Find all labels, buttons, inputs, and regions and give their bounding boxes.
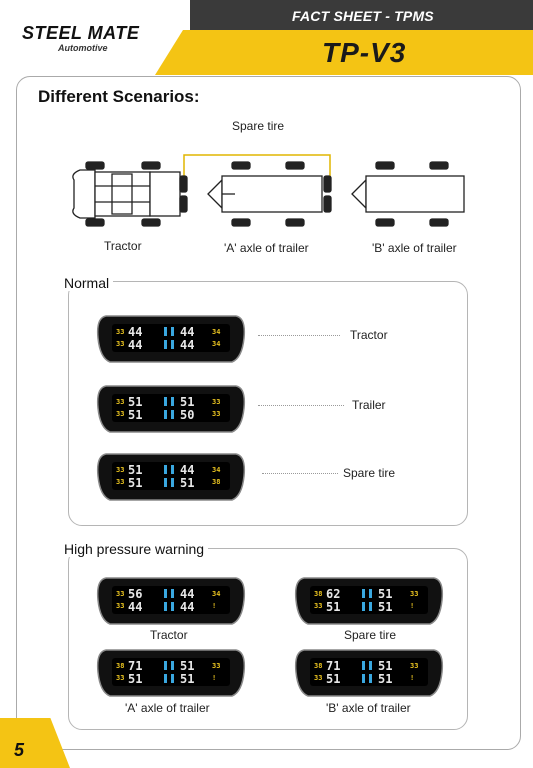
screen-indicator (362, 661, 365, 670)
screen-indicator (171, 602, 174, 611)
screen-indicator (164, 674, 167, 683)
screen-value: 71 (326, 659, 341, 673)
normal-label-tractor: Tractor (350, 328, 388, 342)
screen-indicator (164, 410, 167, 419)
normal-label-trailer: Trailer (352, 398, 386, 412)
brand-logo: STEEL MATE (22, 23, 140, 43)
screen-value: 51 (180, 672, 195, 686)
screen-side-value: 33 (116, 466, 125, 474)
screen-side-value: 33 (116, 590, 125, 598)
screen-indicator (171, 465, 174, 474)
screen-indicator (171, 478, 174, 487)
spare-tire-label: Spare tire (232, 119, 285, 133)
screen-value: 71 (128, 659, 143, 673)
screen-indicator (362, 602, 365, 611)
tpms-monitor-graphic (292, 572, 446, 628)
screen-indicator (164, 589, 167, 598)
screen-value: 51 (378, 672, 393, 686)
screen-side-value: 33 (314, 674, 323, 682)
screen-side-value: 38 (314, 662, 323, 670)
vehicle-label-trailer-a: 'A' axle of trailer (224, 241, 309, 255)
high-label-tractor: Tractor (150, 628, 188, 642)
leader-line (258, 405, 344, 406)
brand-sub: Automotive (58, 43, 108, 53)
fact-sheet-title: FACT SHEET - TPMS (292, 8, 434, 24)
screen-side-value: 33 (314, 602, 323, 610)
tractor-diagram (73, 162, 187, 226)
screen-value: 51 (180, 395, 195, 409)
screen-indicator (164, 340, 167, 349)
screen-side-value: 33 (116, 478, 125, 486)
monitor-normal-tractor (94, 310, 248, 366)
screen-value: 51 (128, 395, 143, 409)
screen-side-value: 33 (116, 340, 125, 348)
screen-indicator (164, 397, 167, 406)
tpms-monitor-graphic (94, 310, 248, 366)
monitor-high-spare (292, 572, 446, 628)
trailer-b-diagram (352, 162, 464, 226)
screen-indicator (171, 410, 174, 419)
screen-value: 51 (128, 463, 143, 477)
monitor-normal-spare (94, 448, 248, 504)
high-label-spare: Spare tire (344, 628, 397, 642)
screen-indicator (369, 589, 372, 598)
leader-line (258, 335, 340, 336)
screen-side-value: 33 (116, 398, 125, 406)
screen-side-value: 33 (212, 410, 221, 418)
screen-side-value: 33 (212, 662, 221, 670)
page-number: 5 (14, 740, 25, 760)
screen-side-value: 34 (212, 466, 221, 474)
screen-value: 62 (326, 587, 341, 601)
screen-side-value: ! (212, 602, 217, 610)
screen-value: 56 (128, 587, 143, 601)
screen-value: 44 (180, 338, 195, 352)
screen-side-value: 33 (410, 590, 419, 598)
screen-side-value: 33 (116, 410, 125, 418)
vehicle-label-tractor: Tractor (104, 239, 142, 253)
screen-value: 51 (378, 587, 393, 601)
screen-indicator (164, 465, 167, 474)
screen-side-value: 33 (116, 328, 125, 336)
screen-side-value: 34 (212, 328, 221, 336)
trailer-a-diagram (208, 162, 331, 226)
screen-indicator (171, 674, 174, 683)
screen-value: 44 (180, 463, 195, 477)
tpms-monitor-graphic (94, 644, 248, 700)
monitor-high-trailer-b (292, 644, 446, 700)
vehicle-label-trailer-b: 'B' axle of trailer (372, 241, 457, 255)
normal-group-title: Normal (60, 275, 113, 291)
section-title: Different Scenarios: (38, 87, 200, 106)
high-pressure-title: High pressure warning (60, 541, 208, 557)
screen-indicator (164, 327, 167, 336)
screen-value: 44 (128, 325, 143, 339)
screen-value: 51 (180, 659, 195, 673)
screen-indicator (164, 478, 167, 487)
screen-value: 51 (128, 476, 143, 490)
tpms-monitor-graphic (94, 380, 248, 436)
screen-value: 51 (180, 476, 195, 490)
screen-indicator (171, 340, 174, 349)
model-name: TP-V3 (322, 37, 407, 68)
screen-side-value: 33 (212, 398, 221, 406)
screen-side-value: 33 (410, 662, 419, 670)
screen-value: 51 (128, 672, 143, 686)
tpms-monitor-graphic (94, 448, 248, 504)
screen-indicator (164, 602, 167, 611)
screen-value: 44 (180, 600, 195, 614)
screen-value: 44 (128, 600, 143, 614)
screen-value: 51 (378, 659, 393, 673)
screen-indicator (171, 327, 174, 336)
screen-side-value: 38 (116, 662, 125, 670)
tpms-monitor-graphic (292, 644, 446, 700)
monitor-high-tractor (94, 572, 248, 628)
screen-side-value: 33 (116, 674, 125, 682)
screen-side-value: 33 (116, 602, 125, 610)
screen-indicator (369, 661, 372, 670)
screen-indicator (171, 397, 174, 406)
monitor-high-trailer-a (94, 644, 248, 700)
screen-indicator (171, 661, 174, 670)
screen-value: 51 (128, 408, 143, 422)
screen-side-value: 38 (314, 590, 323, 598)
screen-indicator (369, 602, 372, 611)
screen-indicator (362, 674, 365, 683)
screen-value: 51 (378, 600, 393, 614)
spare-tire-bracket (184, 155, 330, 177)
high-label-trailer-a: 'A' axle of trailer (125, 701, 210, 715)
leader-line (262, 473, 338, 474)
screen-value: 51 (326, 600, 341, 614)
screen-side-value: 38 (212, 478, 221, 486)
screen-value: 44 (180, 325, 195, 339)
tpms-monitor-graphic (94, 572, 248, 628)
screen-indicator (171, 589, 174, 598)
screen-indicator (369, 674, 372, 683)
screen-value: 44 (180, 587, 195, 601)
screen-indicator (164, 661, 167, 670)
screen-side-value: ! (410, 674, 415, 682)
screen-side-value: 34 (212, 590, 221, 598)
high-label-trailer-b: 'B' axle of trailer (326, 701, 411, 715)
screen-value: 50 (180, 408, 195, 422)
screen-value: 51 (326, 672, 341, 686)
screen-side-value: ! (212, 674, 217, 682)
screen-side-value: ! (410, 602, 415, 610)
screen-value: 44 (128, 338, 143, 352)
monitor-normal-trailer (94, 380, 248, 436)
normal-label-spare: Spare tire (343, 466, 396, 480)
screen-side-value: 34 (212, 340, 221, 348)
screen-indicator (362, 589, 365, 598)
